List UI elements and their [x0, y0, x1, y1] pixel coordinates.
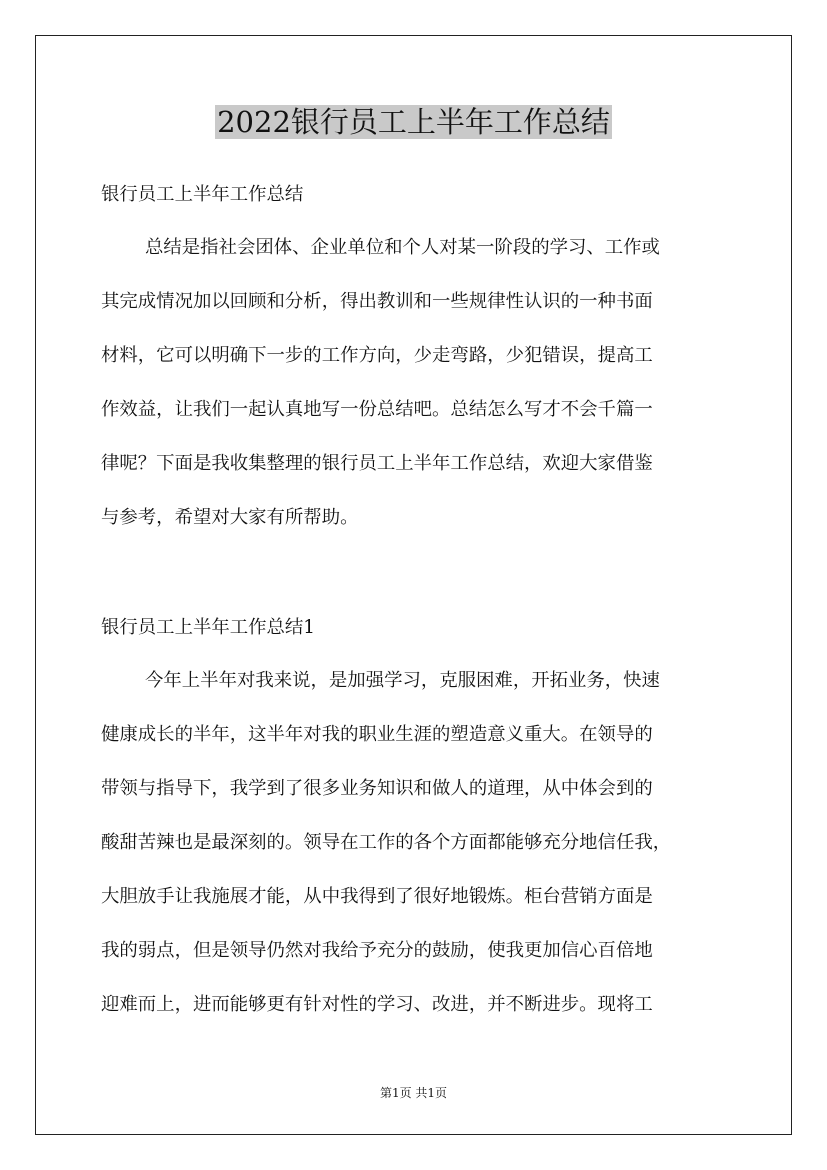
document-title-text: 2022银行员工上半年工作总结	[217, 105, 610, 139]
intro-line-2: 其完成情况加以回顾和分析，得出教训和一些规律性认识的一种书面	[101, 291, 653, 312]
document-title	[0, 97, 827, 147]
body-line-3: 带领与指导下，我学到了很多业务知识和做人的道理，从中体会到的	[101, 778, 653, 799]
body-line-2: 健康成长的半年，这半年对我的职业生涯的塑造意义重大。在领导的	[101, 724, 653, 745]
intro-line-1: 总结是指社会团体、企业单位和个人对某一阶段的学习、工作或	[145, 237, 660, 258]
body-line-7: 迎难而上，进而能够更有针对性的学习、改进，并不断进步。现将工	[101, 994, 653, 1015]
intro-line-5: 律呢？下面是我收集整理的银行员工上半年工作总结，欢迎大家借鉴	[101, 453, 653, 474]
body-line-5: 大胆放手让我施展才能，从中我得到了很好地锻炼。柜台营销方面是	[101, 886, 653, 907]
intro-line-4: 作效益，让我们一起认真地写一份总结吧。总结怎么写才不会千篇一	[101, 399, 653, 420]
body-line-1: 今年上半年对我来说，是加强学习，克服困难，开拓业务，快速	[145, 670, 660, 691]
page-number-footer: 第1页 共1页	[379, 1086, 448, 1100]
body-line-4: 酸甜苦辣也是最深刻的。领导在工作的各个方面都能够充分地信任我，	[101, 832, 672, 853]
intro-line-3: 材料，它可以明确下一步的工作方向，少走弯路，少犯错误，提高工	[101, 345, 653, 366]
intro-line-6: 与参考，希望对大家有所帮助。	[101, 507, 359, 528]
subsection-heading: 银行员工上半年工作总结1	[101, 617, 315, 638]
section-heading: 银行员工上半年工作总结	[101, 184, 304, 205]
body-line-6: 我的弱点，但是领导仍然对我给予充分的鼓励，使我更加信心百倍地	[101, 940, 653, 961]
